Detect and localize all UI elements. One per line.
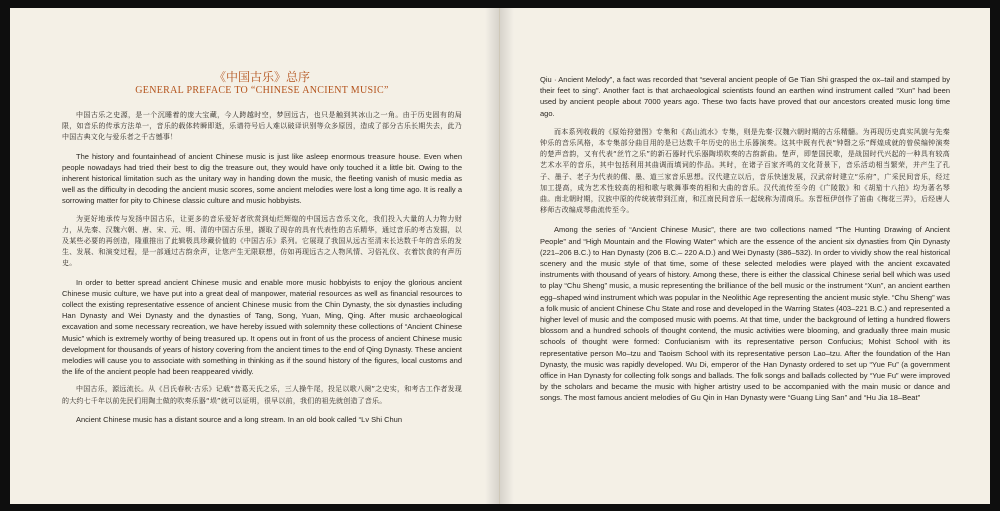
left-page-content xyxy=(62,70,462,432)
paragraph-cn: 中国古乐，源远流长。从《吕氏春秋·古乐》记载“昔葛天氏之乐，三人操牛尾，投足以歌八阕”之史实，和考古工作者发现的大约七千年以前先民们用陶土做的吹奏乐器“埙”就可以证明，很早以前，我们的祖先就创造了音乐。 xyxy=(62,385,462,405)
paragraph-en: Qiu · Ancient Melody”, a fact was recorded that “several ancient people of Ge Tian Shi grasped the ox–tail and stamped by their feet to sing”. Another fact is that archaeological scientists found an earthen wind instrument called “Xun” had been used by ancient people about 7000 years ago. These two facts have proved that our ancestors created music long time ago. xyxy=(540,75,950,118)
booklet-spread xyxy=(10,8,990,504)
paragraph-cn: 为更好地承传与发扬中国古乐，让更多的音乐爱好者欣赏到灿烂辉煌的中国远古音乐文化，我们投入大量的人力物力财力，从先秦、汉魏六朝、唐、宋、元、明、清的中国古乐里，撷取了现存的具有代表性的古乐精华，通过音乐的考古发掘，以及某些必要的再创造，隆重推出了此辑极具珍藏价值的《中国古乐》系列。它展现了我国从远古至清末长达数千年的音乐的发生、发展、和演变过程，是一部通过古韵余声，让您产生无限联想，仿如再现远古之人物风情、习俗礼仪、衣着饮食的有声历史。 xyxy=(62,214,462,268)
gutter-shadow xyxy=(485,8,499,504)
paragraph-en: Among the series of “Ancient Chinese Music”, there are two collections named “The Hunting Drawing of Ancient People” and “High Mountain and the Flowing Water” which are the essence of the ancient six dynasties from Qin Dynasty (221–206 B.C.) to Han Dynasty (206 B.C.– 220 A.D.) and Wei Dynasty (386–532). In order to vividly show the real historical scenery and the music style of that time, some of these selected melodies were played with the ancient excavated instruments with thousand of years of history. Among these, there is either the classical Chinese serial bell which was used to play “Chu Sheng” music, a music representing the brilliance of the bell music or the instrument “Xun”, an ancient earthen egg–shaped wind instrument which was popular in the Neolithic Age representing the ancient music style. “Chu Sheng” was a folk music of ancient Chinese Chu State and rose and developed in the Warring States (403–221 B.C.) and represented a higher level of music and the composed music with poems. At that time, under the background of letting a hundred flowers blossom and a hundred schools of thought contend, the music activities were blooming, and gradually three main music schools of thought were formed: Confucianism with its representative person Confucius; Mohist School with its representative person Mo–tzu and Taoism School with its representative person Lao–tzu. After the foundation of the Han Dynasty, the music was rapidly developed. Wu Di, emperor of the Han Dynasty ordered to set up “Yue Fu” (a government office in Han Dynasty for collecting folk songs and ballads. The folk songs and ballads collected by “Yue Fu” were improved by the scholars and became the music with higher artistry used to be accompanied with the main music or dance and songs. The most famous ancient melodies of Gu Qin in Han Dynasty were “Guang Ling San” and “Hu Jia 18–Beat” xyxy=(540,225,950,403)
left-page xyxy=(10,8,500,504)
paragraph-en: In order to better spread ancient Chinese music and enable more music hobbyists to enjoy the glorious ancient Chinese music culture, we have put into a great deal of manpower, material resources as well as financial resources to collect the existing representative essence of ancient Chinese music from the Chin Dynasty, the six dynasties including Han Dynasty and Wei Dynasty and the dynasties of Tang, Song, Yuan, Ming, Qing. After music archaeological excavation and some necessary recreation, we have hereby issued with solemnity these collections of “Ancient Chinese Music” which is extremely worthy of being treasured up. It opens out in front of us the process of ancient Chinese music development for thousands of years of history covering from the ancient times to the end of Qing Dynasty. These ancient melodies will cause you to associate with something in thinking as if the sound history of the figures, local customs and the life of the ancient people had been reappeared vividly. xyxy=(62,277,462,377)
paragraph-en: Ancient Chinese music has a distant source and a long stream. In an old book called “Lv Shi Chun xyxy=(76,414,403,424)
paragraph-cn: 中国古乐之史源，是一个沉睡着的庞大宝藏，今人跨越时空，梦回远古，也只是触到其冰山之一角。由于历史固有的局限，如音乐的传承方法单一，音乐的载体转瞬即逝，乐谱符号后人难以破译识别等众多原因，造成了部分古乐长期失去，此乃中国古典文化与爱乐者之千古憾事！ xyxy=(62,111,462,142)
paragraph-en: The history and fountainhead of ancient Chinese music is just like asleep enormous treasure house. Even when people nowadays had tried their best to dig the treasure out, they would have only touched it a little bit. Owing to the inherent historical limitation such as the unitary way in handing down the music, the fleeting vanish of music media as well as the difficulty in decoding the ancient music scores, some ancient melodies were lost a long time ago. It is really a sorrowing matter for pity to Chinese classic culture and music hobbyists. xyxy=(62,151,462,206)
preface-title-english: GENERAL PREFACE TO “CHINESE ANCIENT MUSIC” xyxy=(135,85,389,96)
paragraph-cn: 而本系列收载的《原始狩猎图》专集和《高山流水》专集，则是先秦·汉魏六朝时期的古乐精髓。为再现历史真实风貌与先秦钟乐的音乐风格，本专集部分曲目用的是已达数千年历史的出土乐器演奏。这其中既有代表“钟磬之乐”辉煌成就的曾侯编钟演奏的楚声音韵，又有代表“丝竹之乐”的新石器时代乐器陶埙吹奏的古韵新曲。楚声，即楚国民歌，是战国时代兴起的一种具有较高艺术水平的音乐，其中包括利用其曲调而填词的作品。其时，在诸子百家齐鸣的文化背景下，音乐活动相当繁荣，并产生了孔子、墨子、老子为代表的儒、墨、道三家音乐思想。汉代建立以后，音乐快速发展，汉武帝时建立“乐府”，广采民间音乐，经过加工提高，成为艺术性较高的相和歌与歌舞事奏的相和大曲的音乐。汉代流传至今的《广陵散》和《胡笳十八拍》均为著名琴曲。南北朝时期，汉族中原的传统被带到江南，和江南民间音乐一起统称为清商乐。东晋桓伊创作了笛曲《梅花三弄》，后经唐人移师古改编成琴曲流传至今。 xyxy=(540,127,950,215)
preface-title-chinese: 《中国古乐》总序 xyxy=(213,70,310,84)
gutter-shadow xyxy=(500,8,514,504)
right-page xyxy=(500,8,990,504)
right-page-content xyxy=(540,74,950,412)
